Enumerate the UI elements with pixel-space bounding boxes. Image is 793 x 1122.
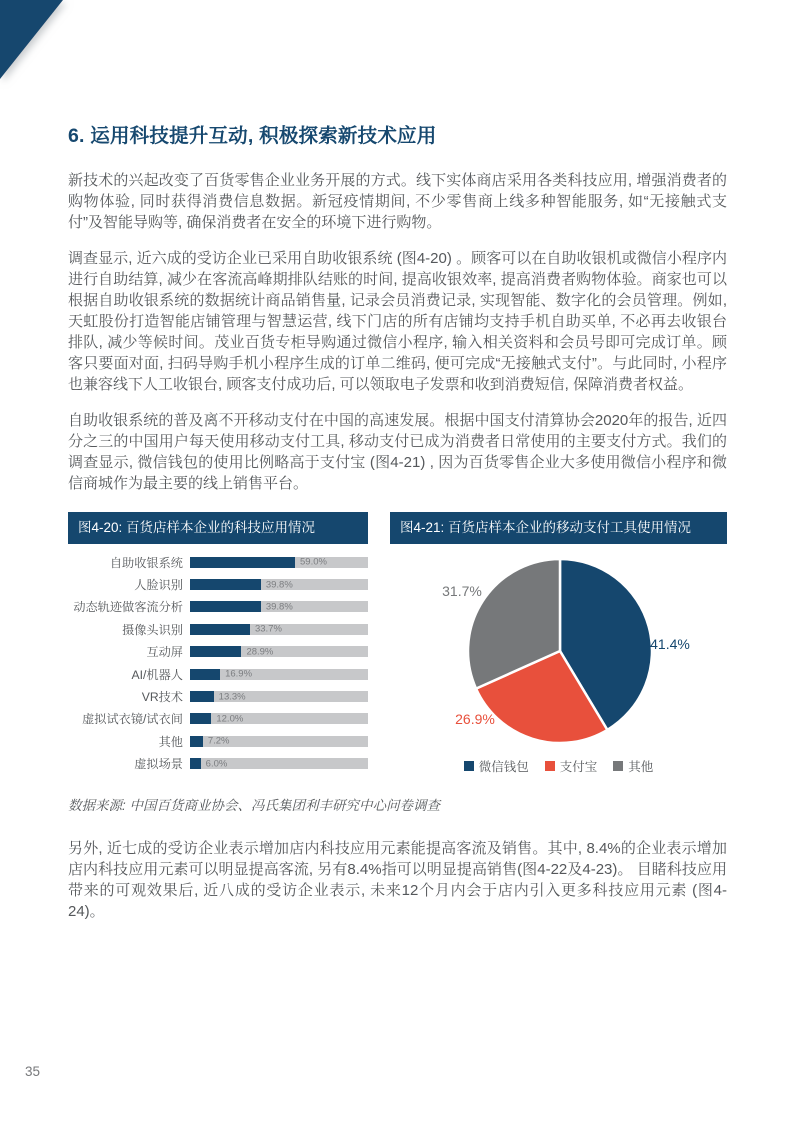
pie-slice-value-label: 41.4% (650, 636, 690, 652)
bar-label: 摄像头识别 (122, 622, 183, 637)
body-paragraph-1: 新技术的兴起改变了百货零售企业业务开展的方式。线下实体商店采用各类科技应用, 增强消费者的购物体验, 同时获得消费信息数据。新冠疫情期间, 不少零售商上线多种智能服务, 如“无接触式支付”及智能导购等, 确保消费者在安全的环境下进行购物。 (68, 172, 727, 231)
bar-value-label: 6.0% (205, 758, 228, 770)
mobile-payment-pie-chart (390, 544, 727, 784)
bar-value-label: 39.8% (265, 579, 293, 591)
legend-item (613, 757, 653, 775)
bar-track (190, 557, 368, 568)
bar-row (68, 663, 368, 685)
corner-triangle-decoration (0, 0, 110, 120)
bar-value-label: 39.8% (265, 601, 293, 613)
corner-triangle (0, 0, 63, 79)
legend-item (464, 757, 529, 775)
data-source-note: 数据来源: 中国百货商业协会、冯氏集团利丰研究中心问卷调查 (68, 798, 441, 813)
figure-4-21 (390, 512, 727, 784)
bar-track (190, 601, 368, 612)
legend-color-swatch (613, 761, 623, 771)
bar-track (190, 691, 368, 702)
bar-track (190, 646, 368, 657)
pie-svg (390, 544, 727, 754)
bar-fill (190, 713, 211, 724)
legend-color-swatch (464, 761, 474, 771)
figure-4-20-title: 图4-20: 百货店样本企业的科技应用情况 (68, 512, 368, 544)
bar-row (68, 618, 368, 640)
bar-row (68, 596, 368, 618)
bar-label: 互动屏 (146, 645, 183, 660)
bar-value-label: 33.7% (254, 623, 282, 635)
bar-row (68, 551, 368, 573)
bar-label: 动态轨迹做客流分析 (73, 600, 183, 615)
page-content (68, 120, 727, 937)
bar-row (68, 685, 368, 707)
bar-row (68, 573, 368, 595)
bar-fill (190, 758, 201, 769)
pie-slice-value-label: 26.9% (455, 711, 495, 727)
bar-fill (190, 601, 261, 612)
body-paragraph-2: 调查显示, 近六成的受访企业已采用自助收银系统 (图4-20) 。顾客可以在自助收银机或微信小程序内进行自助结算, 减少在客流高峰期排队结账的时间, 提高收银效率, 提高消费者购物体验。商家也可以根据自助收银系统的数据统计商品销售量, 记录会员消费记录, 实现智能、数字化的会员管理。例如, 天虹股份打造智能店铺管理与智慧运营, 线下门店的所有店铺均支持手机自助买单, 不必再去收银台排队, 减少等候时间。茂业百货专柜导购通过微信小程序, 输入相关资料和会员号即可完成订单。顾客只要面对面, 扫码导购手机小程序生成的订单二维码, 便可完成“无接触式支付”。与此同时, 小程序也兼容线下人工收银台, 顾客支付成功后, 可以领取电子发票和收到消费短信, 保障消费者权益。 (68, 250, 727, 393)
figure-4-20 (68, 512, 368, 784)
bar-track (190, 758, 368, 769)
body-paragraph-3: 自助收银系统的普及离不开移动支付在中国的高速发展。根据中国支付清算协会2020年的报告, 近四分之三的中国用户每天使用移动支付工具, 移动支付已成为消费者日常使用的主要支付方式。我们的调查显示, 微信钱包的使用比例略高于支付宝 (图4-21) , 因为百货零售企业大多使用微信小程序和微信商城作为最主要的线上销售平台。 (68, 412, 727, 492)
figures-row (68, 512, 727, 784)
legend-label: 支付宝 (559, 760, 598, 774)
bar-label: VR技术 (141, 690, 183, 705)
bar-track (190, 624, 368, 635)
bar-value-label: 59.0% (300, 556, 327, 568)
bar-label: 虚拟试衣镜/试衣间 (82, 712, 183, 727)
legend-color-swatch (545, 761, 555, 771)
bar-row (68, 753, 368, 775)
bar-track (190, 713, 368, 724)
legend-label: 其他 (628, 760, 654, 774)
bar-fill (190, 736, 203, 747)
pie-legend (390, 757, 727, 775)
page-number: 35 (25, 1064, 41, 1079)
bar-fill (190, 557, 295, 568)
bar-label: 其他 (158, 734, 183, 749)
body-paragraph-4: 另外, 近七成的受访企业表示增加店内科技应用元素能提高客流及销售。其中, 8.4%的企业表示增加店内科技应用元素可以明显提高客流, 另有8.4%指可以明显提高销售(图4-22及4-23)。 目睹科技应用带来的可观效果后, 近八成的受访企业表示, 未来12个月内会于店内引入更多科技应用元素 (图4-24)。 (68, 840, 727, 920)
bar-fill (190, 691, 214, 702)
bar-value-label: 7.2% (207, 735, 230, 747)
bar-row (68, 730, 368, 752)
legend-label: 微信钱包 (478, 760, 529, 774)
bar-value-label: 16.9% (225, 668, 253, 680)
bar-row (68, 641, 368, 663)
bar-fill (190, 646, 241, 657)
bar-track (190, 736, 368, 747)
pie-slice-value-label: 31.7% (442, 583, 482, 599)
bar-value-label: 28.9% (246, 646, 274, 658)
bar-fill (190, 669, 220, 680)
bar-value-label: 12.0% (216, 713, 244, 725)
bar-fill (190, 579, 261, 590)
bar-label: 人脸识别 (134, 578, 183, 593)
figure-4-21-title: 图4-21: 百货店样本企业的移动支付工具使用情况 (390, 512, 727, 544)
section-heading: 6. 运用科技提升互动, 积极探索新技术应用 (68, 125, 437, 147)
bar-label: AI/机器人 (131, 667, 183, 682)
bar-label: 虚拟场景 (134, 757, 183, 772)
bar-track (190, 579, 368, 590)
bar-label: 自助收银系统 (109, 555, 183, 570)
bar-value-label: 13.3% (218, 691, 246, 703)
legend-item (545, 757, 598, 775)
bar-fill (190, 624, 250, 635)
bar-row (68, 708, 368, 730)
tech-application-bar-chart (68, 551, 368, 775)
bar-track (190, 669, 368, 680)
